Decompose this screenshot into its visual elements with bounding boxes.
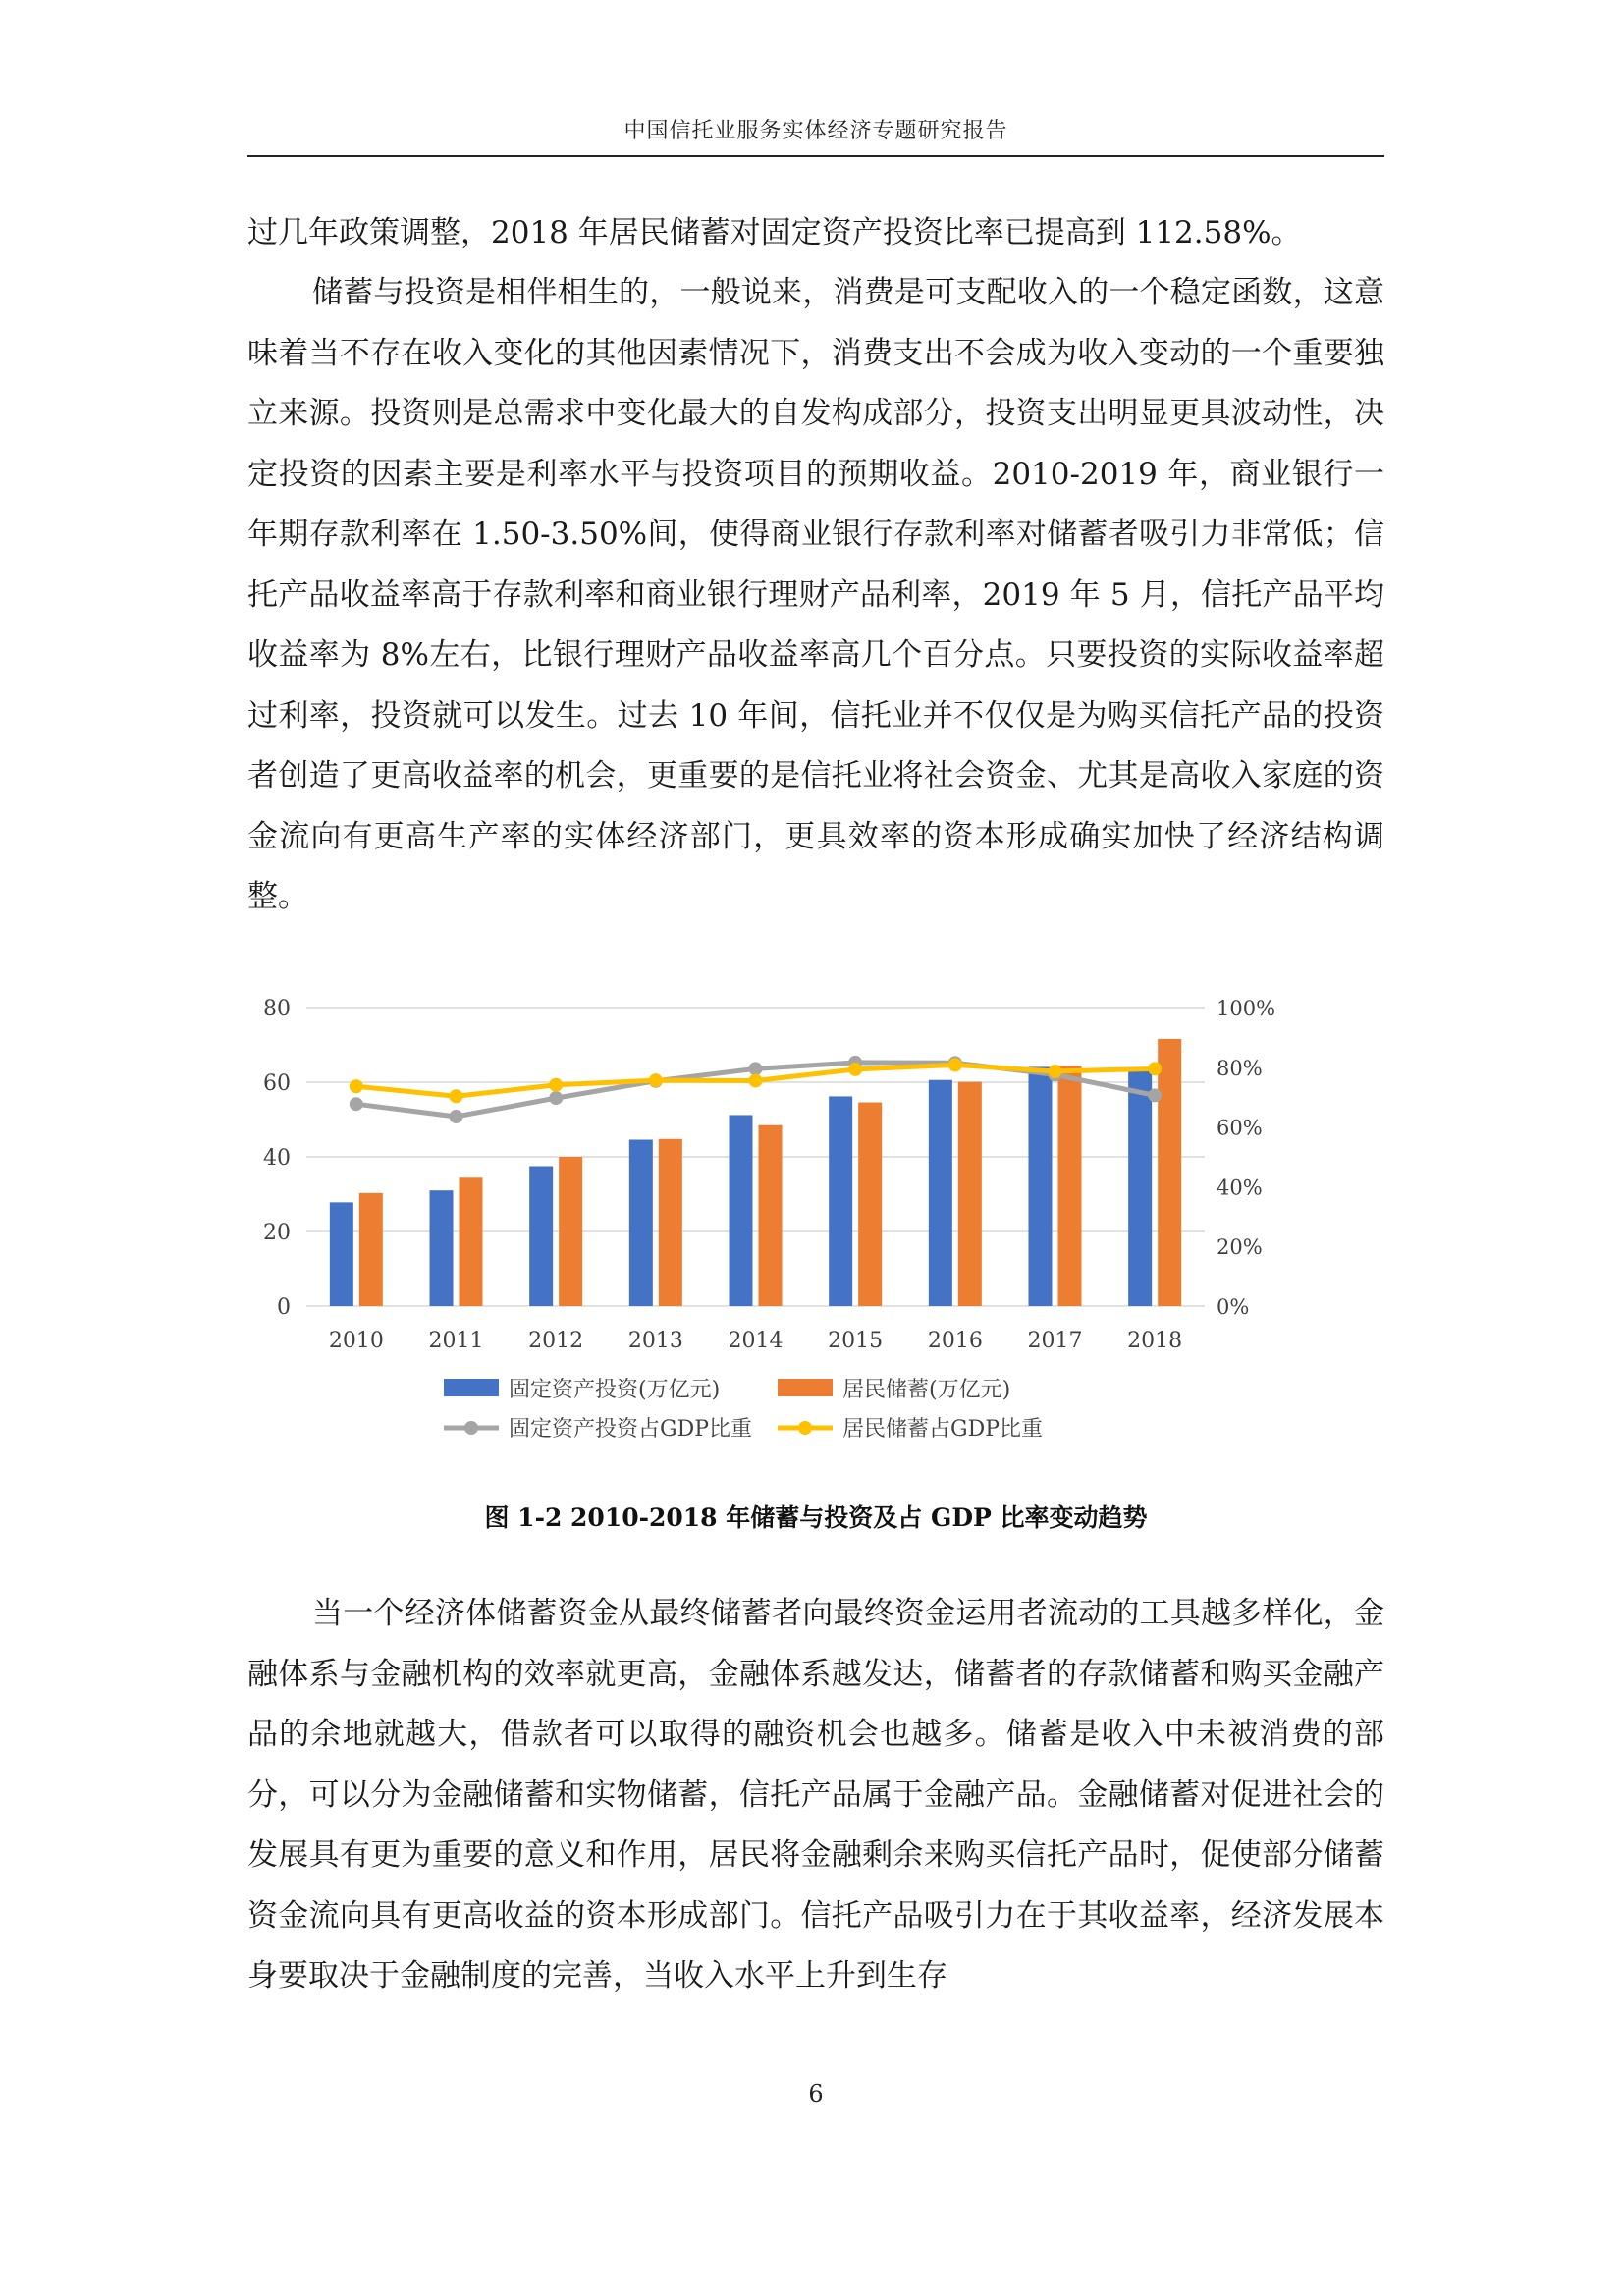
point-居民储蓄占GDP比重 xyxy=(649,1073,663,1087)
point-固定资产投资占GDP比重 xyxy=(749,1062,763,1075)
paragraph-2: 储蓄与投资是相伴相生的，一般说来，消费是可支配收入的一个稳定函数，这意味着当不存在收入变化的其他因素情况下，消费支出不会成为收入变动的一个重要独立来源。投资则是总需求中变化最大的自发构成部分，投资支出明显更具波动性，决定投资的因素主要是利率水平与投资项目的预期收益。2010-2019 年，商业银行一年期存款利率在 1.50-3.50%间，使得商业银行存款利率对储蓄者吸引力非常低；信托产品收益率高于存款利率和商业银行理财产品利率，2019 年 5 月，信托产品平均收益率为 8%左右，比银行理财产品收益率高几个百分点。只要投资的实际收益率超过利率，投资就可以发生。过去 10 年间，信托业并不仅仅是为购买信托产品的投资者创造了更高收益率的机会，更重要的是信托业将社会资金、尤其是高收入家庭的资金流向有更高生产率的实体经济部门，更具效率的资本形成确实加快了经济结构调整。 xyxy=(247,275,1384,914)
bar-固定资产投资(万亿元) xyxy=(529,1167,553,1307)
point-固定资产投资占GDP比重 xyxy=(549,1091,563,1105)
x-tick-label: 2014 xyxy=(728,1329,784,1353)
point-居民储蓄占GDP比重 xyxy=(948,1058,962,1071)
y-right-tick-label: 0% xyxy=(1217,1295,1250,1319)
bar-居民储蓄(万亿元) xyxy=(460,1177,483,1306)
bar-固定资产投资(万亿元) xyxy=(829,1096,852,1306)
bar-固定资产投资(万亿元) xyxy=(430,1190,454,1306)
y-left-tick-label: 20 xyxy=(263,1221,291,1245)
running-header: 中国信托业服务实体经济专题研究报告 xyxy=(623,119,1008,143)
y-right-tick-label: 20% xyxy=(1217,1235,1263,1260)
y-right-tick-label: 100% xyxy=(1217,997,1276,1020)
bar-居民储蓄(万亿元) xyxy=(1058,1066,1082,1306)
bar-固定资产投资(万亿元) xyxy=(730,1115,753,1306)
y-left-tick-label: 40 xyxy=(263,1146,291,1171)
x-tick-label: 2012 xyxy=(528,1329,584,1353)
point-居民储蓄占GDP比重 xyxy=(350,1079,363,1093)
point-固定资产投资占GDP比重 xyxy=(1148,1088,1162,1102)
y-left-tick-label: 60 xyxy=(263,1071,291,1096)
x-tick-label: 2018 xyxy=(1127,1329,1183,1353)
point-固定资产投资占GDP比重 xyxy=(450,1110,463,1123)
paragraph-1: 过几年政策调整，2018 年居民储蓄对固定资产投资比率已提高到 112.58%。 xyxy=(247,215,1302,250)
bar-固定资产投资(万亿元) xyxy=(1029,1066,1053,1306)
legend-swatch xyxy=(778,1379,833,1396)
point-居民储蓄占GDP比重 xyxy=(1148,1062,1162,1075)
combo-chart xyxy=(247,972,1384,1473)
y-right-tick-label: 60% xyxy=(1217,1116,1263,1140)
point-居民储蓄占GDP比重 xyxy=(749,1073,763,1087)
paragraph-3: 当一个经济体储蓄资金从最终储蓄者向最终资金运用者流动的工具越多样化，金融体系与金融机构的效率就更高，金融体系越发达，储蓄者的存款储蓄和购买金融产品的余地就越大，借款者可以取得的融资机会也越多。储蓄是收入中未被消费的部分，可以分为金融储蓄和实物储蓄，信托产品属于金融产品。金融储蓄对促进社会的发展具有更为重要的意义和作用，居民将金融剩余来购买信托产品时，促使部分储蓄资金流向具有更高收益的资本形成部门。信托产品吸引力在于其收益率，经济发展本身要取决于金融制度的完善，当收入水平上升到生存 xyxy=(247,1596,1384,1994)
x-tick-label: 2015 xyxy=(828,1329,884,1353)
bar-居民储蓄(万亿元) xyxy=(759,1125,783,1306)
bar-固定资产投资(万亿元) xyxy=(1128,1068,1152,1306)
legend-label: 居民储蓄(万亿元) xyxy=(842,1378,1011,1402)
x-tick-label: 2017 xyxy=(1027,1329,1083,1353)
legend-marker xyxy=(798,1421,812,1435)
bar-居民储蓄(万亿元) xyxy=(559,1157,582,1306)
y-left-tick-label: 80 xyxy=(263,997,291,1021)
y-left-tick-label: 0 xyxy=(277,1295,291,1320)
header-rule xyxy=(247,155,1384,157)
legend-marker xyxy=(464,1421,478,1435)
figure-caption: 图 1-2 2010-2018 年储蓄与投资及占 GDP 比率变动趋势 xyxy=(484,1503,1148,1532)
y-right-tick-label: 80% xyxy=(1217,1056,1263,1080)
bar-居民储蓄(万亿元) xyxy=(359,1193,383,1306)
x-tick-label: 2011 xyxy=(428,1329,484,1353)
point-居民储蓄占GDP比重 xyxy=(549,1078,563,1092)
legend-label: 居民储蓄占GDP比重 xyxy=(842,1417,1044,1442)
point-居民储蓄占GDP比重 xyxy=(450,1089,463,1103)
bar-固定资产投资(万亿元) xyxy=(330,1202,353,1306)
x-tick-label: 2016 xyxy=(927,1329,983,1353)
bar-居民储蓄(万亿元) xyxy=(1158,1039,1181,1306)
bar-固定资产投资(万亿元) xyxy=(929,1080,952,1306)
legend-label: 固定资产投资占GDP比重 xyxy=(509,1417,753,1442)
point-固定资产投资占GDP比重 xyxy=(350,1097,363,1111)
bar-固定资产投资(万亿元) xyxy=(629,1140,653,1306)
bar-居民储蓄(万亿元) xyxy=(858,1103,882,1306)
legend-swatch xyxy=(444,1379,499,1396)
point-居民储蓄占GDP比重 xyxy=(1049,1065,1062,1078)
y-right-tick-label: 40% xyxy=(1217,1175,1263,1200)
x-tick-label: 2013 xyxy=(627,1329,683,1353)
x-tick-label: 2010 xyxy=(328,1329,384,1353)
bar-居民储蓄(万亿元) xyxy=(958,1082,982,1306)
figure-chart xyxy=(247,972,1384,1473)
legend-label: 固定资产投资(万亿元) xyxy=(509,1378,721,1402)
point-居民储蓄占GDP比重 xyxy=(848,1063,862,1076)
bar-居民储蓄(万亿元) xyxy=(659,1139,682,1306)
page-number: 6 xyxy=(808,2080,824,2107)
